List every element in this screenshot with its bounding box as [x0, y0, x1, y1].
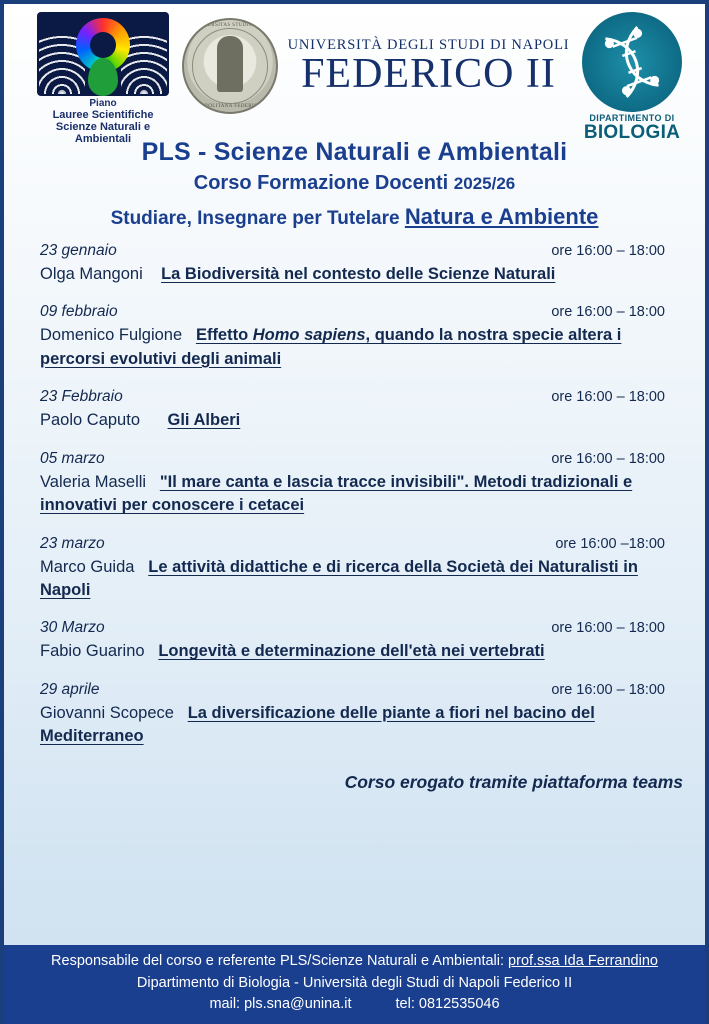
- biologia-line1: DIPARTIMENTO DI: [589, 113, 675, 123]
- talk-title-pre: Effetto: [195, 326, 253, 345]
- schedule-time: ore 16:00 – 18:00: [551, 243, 665, 259]
- schedule-entry: [40, 450, 671, 518]
- schedule-date: 23 Febbraio: [40, 388, 123, 406]
- dna-helix-icon: [587, 17, 677, 107]
- logo-bar: [4, 4, 705, 146]
- unina-seal-bottom-text: NEAPOLITANA FEDERICI II: [193, 104, 266, 109]
- schedule-talk-title: Longevità e determinazione dell'età nei vertebrati: [158, 642, 545, 661]
- schedule-time: ore 16:00 – 18:00: [551, 681, 665, 698]
- pls-prism-icon: [37, 12, 169, 96]
- title-block: [4, 138, 705, 230]
- unina-big-text: FEDERICO II: [301, 50, 556, 97]
- footer-line-department: Dipartimento di Biologia - Università degli Studi di Napoli Federico II: [136, 974, 573, 991]
- footer-mail: mail: pls.sna@unina.it: [209, 996, 352, 1013]
- pls-logo-text: [28, 98, 178, 145]
- course-subtitle: [4, 172, 705, 195]
- footer-line-responsible: [10, 951, 699, 973]
- schedule-speaker: Valeria Maselli: [40, 472, 147, 491]
- schedule-entry: [40, 681, 671, 749]
- schedule-list: [4, 242, 705, 749]
- schedule-entry-body: [40, 324, 671, 371]
- schedule-entry-body: [40, 556, 671, 603]
- footer: [4, 945, 705, 1024]
- schedule-entry-header: [40, 619, 671, 637]
- talk-title-post: , quando la nostra specie altera i percorsi evolutivi degli animali: [40, 326, 622, 368]
- unina-logo: [178, 18, 573, 114]
- footer-responsible-name: prof.ssa Ida Ferrandino: [508, 952, 658, 969]
- schedule-date: 29 aprile: [40, 680, 100, 698]
- course-tagline: [4, 204, 705, 230]
- schedule-entry-body: [40, 471, 671, 518]
- unina-wordmark: [288, 37, 570, 95]
- schedule-speaker: Marco Guida: [40, 557, 135, 576]
- course-tagline-prefix: Studiare, Insegnare per Tutelare: [110, 208, 400, 229]
- schedule-entry: [40, 242, 671, 286]
- schedule-speaker: Paolo Caputo: [40, 411, 140, 430]
- pls-logo-line1: Piano: [89, 98, 117, 109]
- pls-logo-line2: Lauree Scientifiche: [52, 109, 154, 121]
- schedule-speaker: Olga Mangoni: [40, 265, 143, 283]
- schedule-entry-body: [40, 263, 671, 286]
- schedule-speaker: Fabio Guarino: [40, 642, 145, 661]
- schedule-time: ore 16:00 – 18:00: [551, 304, 665, 321]
- schedule-date: 09 febbraio: [40, 303, 118, 321]
- biologia-logo: [573, 12, 691, 143]
- schedule-date: 30 Marzo: [40, 619, 105, 637]
- schedule-entry: [40, 535, 671, 603]
- schedule-time: ore 16:00 –18:00: [555, 535, 665, 552]
- schedule-date: 05 marzo: [40, 449, 105, 467]
- schedule-speaker: Giovanni Scopece: [40, 703, 174, 722]
- schedule-entry: [40, 388, 671, 432]
- schedule-entry-body: [40, 640, 671, 663]
- schedule-date: 23 gennaio: [40, 242, 117, 259]
- schedule-talk-title: La diversificazione delle piante a fiori nel bacino del Mediterraneo: [40, 703, 595, 746]
- schedule-entry-header: [40, 388, 671, 406]
- schedule-entry-header: [40, 535, 671, 553]
- schedule-talk-title: La Biodiversità nel contesto delle Scienze Naturali: [161, 265, 556, 283]
- course-tagline-emphasis: Natura e Ambiente: [404, 204, 599, 229]
- course-subtitle-text: Corso Formazione Docenti: [193, 172, 449, 194]
- schedule-entry-body: [40, 702, 671, 749]
- schedule-time: ore 16:00 – 18:00: [551, 450, 665, 467]
- biologia-line2: BIOLOGIA: [583, 122, 681, 144]
- schedule-talk-title: Le attività didattiche e di ricerca della Società dei Naturalisti in Napoli: [40, 557, 638, 599]
- schedule-entry-header: [40, 450, 671, 468]
- unina-seal-icon: [182, 18, 278, 114]
- schedule-entry: [40, 619, 671, 663]
- biologia-wordmark: [573, 114, 691, 143]
- unina-small-text: UNIVERSITÀ DEGLI STUDI DI NAPOLI: [287, 36, 570, 53]
- pls-logo: [28, 12, 178, 145]
- schedule-entry-header: [40, 242, 671, 260]
- schedule-entry-body: [40, 409, 671, 432]
- teams-note: Corso erogato tramite piattaforma teams: [344, 771, 683, 792]
- schedule-entry-header: [40, 303, 671, 321]
- talk-title-italic: Homo sapiens: [252, 326, 366, 345]
- unina-seal-top-text: UNIVERSITAS STUDIORUM: [193, 23, 266, 28]
- schedule-time: ore 16:00 – 18:00: [551, 620, 665, 637]
- schedule-talk-title: "Il mare canta e lascia tracce invisibili". Metodi tradizionali e innovativi per conoscere i cetacei: [40, 472, 633, 515]
- dna-circle-icon: [582, 12, 682, 112]
- page-title: PLS - Scienze Naturali e Ambientali: [141, 138, 568, 166]
- footer-contact-row: [10, 994, 699, 1016]
- schedule-talk-title: Gli Alberi: [167, 411, 241, 430]
- schedule-date: 23 marzo: [40, 534, 105, 552]
- schedule-time: ore 16:00 – 18:00: [551, 389, 665, 406]
- course-year: 2025/26: [453, 174, 516, 193]
- pls-logo-line3: Scienze Naturali e Ambientali: [55, 121, 151, 146]
- schedule-entry: [40, 303, 671, 371]
- footer-responsible-label: Responsabile del corso e referente PLS/Scienze Naturali e Ambientali:: [51, 952, 509, 969]
- schedule-entry-header: [40, 681, 671, 699]
- footer-tel: tel: 0812535046: [395, 996, 500, 1013]
- schedule-speaker: Domenico Fulgione: [40, 326, 183, 345]
